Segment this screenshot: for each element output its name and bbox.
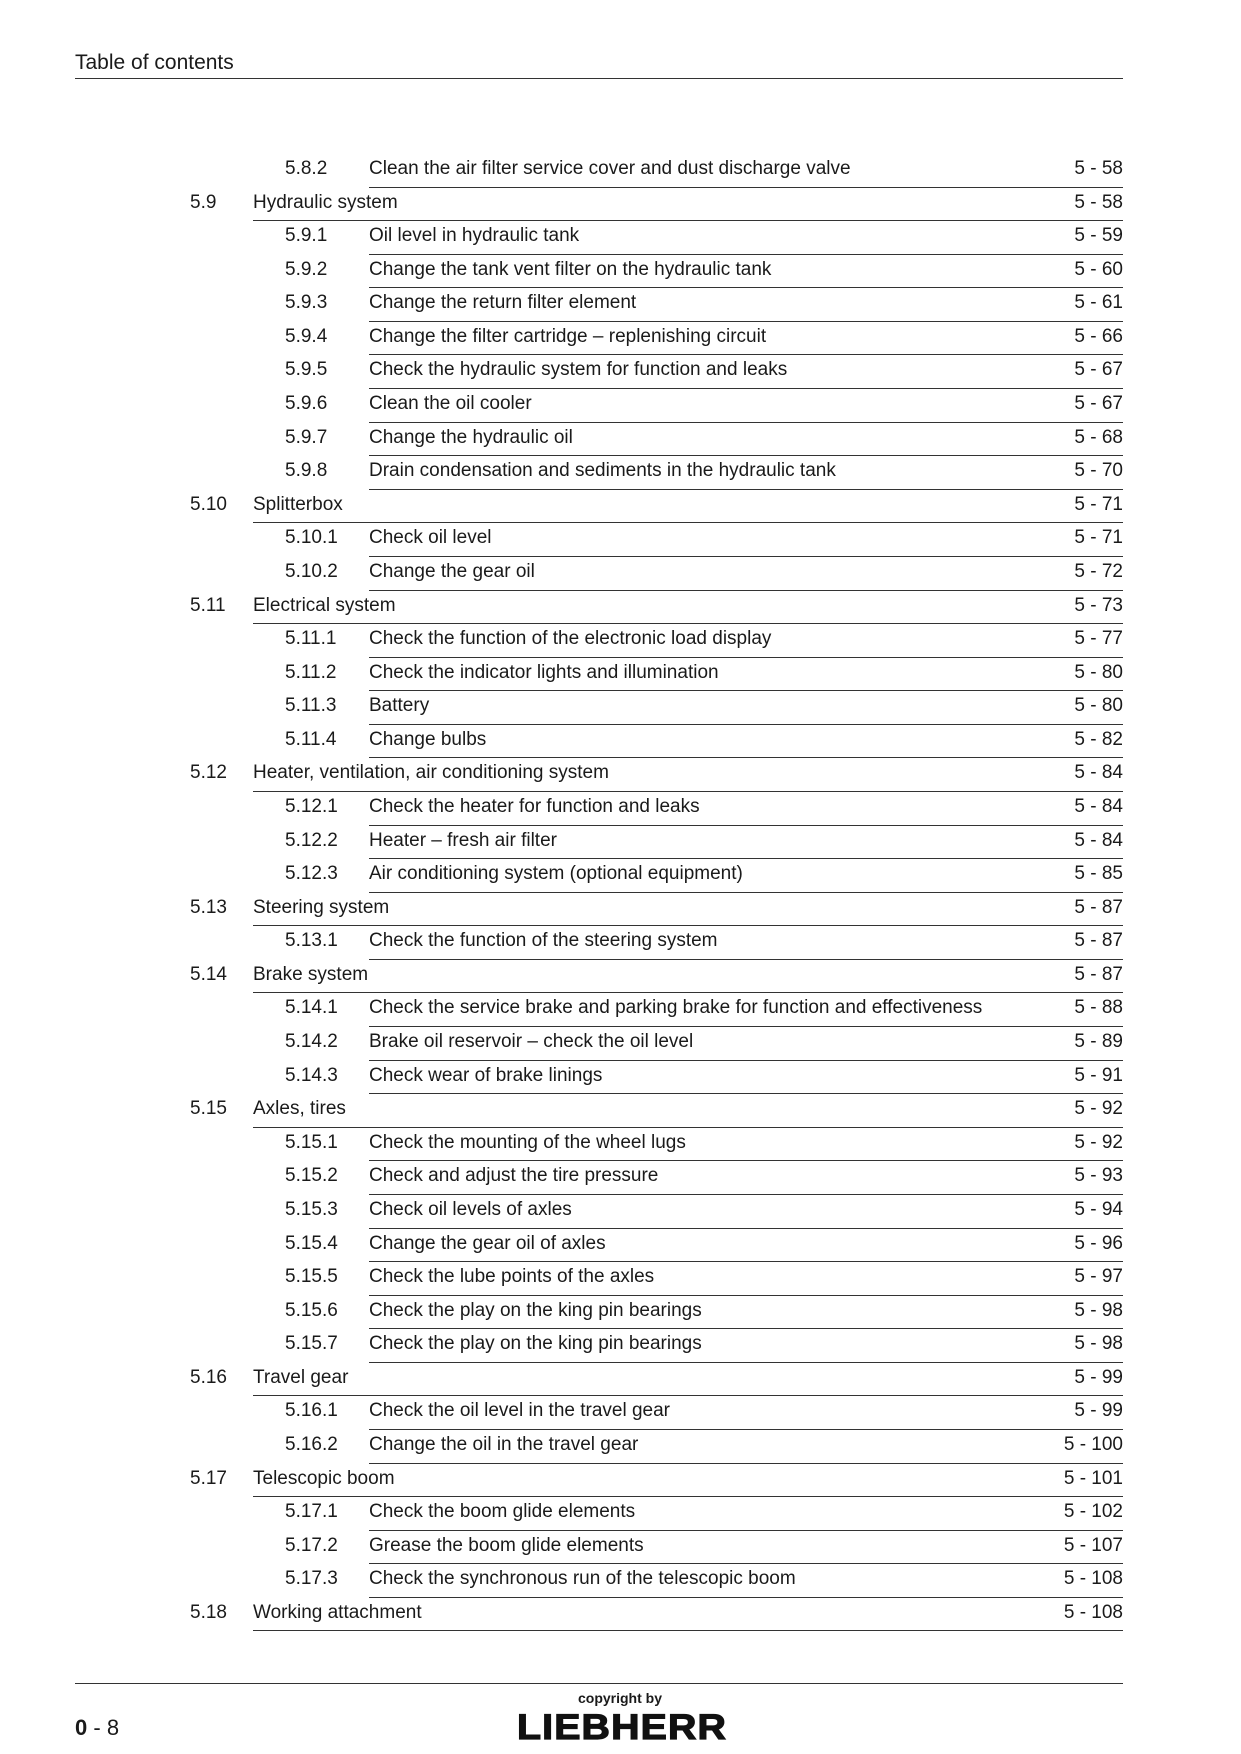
toc-entry-page[interactable]: 5 - 85: [1074, 863, 1123, 885]
toc-entry-title[interactable]: Check the heater for function and leaks: [369, 795, 700, 817]
toc-subsection-row[interactable]: [0, 423, 1241, 457]
toc-entry-page[interactable]: 5 - 108: [1063, 1568, 1123, 1590]
toc-entry-number: 5.9.5: [285, 359, 328, 381]
toc-entry-title[interactable]: Change the oil in the travel gear: [369, 1433, 639, 1455]
toc-entry-page[interactable]: 5 - 88: [1074, 997, 1123, 1019]
toc-subsection-row[interactable]: [0, 993, 1241, 1027]
toc-entry-title[interactable]: Check the play on the king pin bearings: [369, 1333, 702, 1355]
toc-entry-title[interactable]: Check the mounting of the wheel lugs: [369, 1131, 686, 1153]
liebherr-logo-wordmark: LIEBHERR: [517, 1708, 727, 1745]
toc-entry-title[interactable]: Clean the air filter service cover and dust discharge valve: [369, 158, 851, 179]
toc-subsection-row[interactable]: [0, 1396, 1241, 1430]
toc-entry-page[interactable]: 5 - 66: [1074, 325, 1123, 347]
toc-entry-title[interactable]: Travel gear: [253, 1366, 349, 1388]
page-number-value: 8: [106, 1715, 120, 1740]
toc-section-row[interactable]: [0, 1464, 1241, 1498]
toc-entry-number: 5.9.7: [285, 426, 328, 448]
toc-subsection-row[interactable]: [0, 557, 1241, 591]
toc-entry-page[interactable]: 5 - 87: [1074, 896, 1123, 918]
toc-section-row[interactable]: [0, 758, 1241, 792]
toc-subsection-row[interactable]: [0, 1061, 1241, 1095]
copyright-notice: copyright by: [577, 1690, 662, 1706]
toc-entry-page[interactable]: 5 - 72: [1074, 560, 1123, 582]
toc-entry-title[interactable]: Axles, tires: [253, 1098, 346, 1120]
toc-entry-number: 5.11.1: [285, 628, 337, 650]
toc-entry-number: 5.8.2: [285, 158, 328, 179]
toc-entry-title[interactable]: Clean the oil cooler: [369, 393, 532, 415]
toc-entry-title[interactable]: Hydraulic system: [253, 191, 398, 213]
toc-entry-title[interactable]: Check the synchronous run of the telescopic boom: [369, 1568, 796, 1590]
page-number: [75, 1715, 119, 1741]
toc-entry-number: 5.10.1: [285, 527, 338, 549]
toc-subsection-row[interactable]: [0, 826, 1241, 860]
toc-entry-page[interactable]: 5 - 98: [1074, 1333, 1123, 1355]
toc-entry-page[interactable]: 5 - 108: [1063, 1601, 1123, 1623]
toc-entry-title[interactable]: Check the oil level in the travel gear: [369, 1400, 670, 1422]
toc-entry-number: 5.17: [190, 1467, 227, 1489]
toc-entry-title[interactable]: Check oil levels of axles: [369, 1198, 572, 1220]
toc-entry-title[interactable]: Electrical system: [253, 594, 396, 616]
toc-entry-page[interactable]: 5 - 101: [1063, 1467, 1123, 1489]
toc-entry-number: 5.10.2: [285, 560, 338, 582]
toc-section-row[interactable]: [0, 893, 1241, 927]
toc-subsection-row[interactable]: [0, 221, 1241, 255]
liebherr-logo: [515, 1707, 729, 1745]
toc-entry-number: 5.9.8: [285, 460, 328, 482]
toc-entry-title[interactable]: Check the play on the king pin bearings: [369, 1299, 702, 1321]
toc-entry-number: 5.15.4: [285, 1232, 338, 1254]
toc-entry-title[interactable]: Check the hydraulic system for function and leaks: [369, 359, 788, 381]
toc-subsection-row[interactable]: [0, 456, 1241, 490]
toc-entry-number: 5.14.1: [285, 997, 338, 1019]
toc-entry-number: 5.14.2: [285, 1031, 338, 1053]
toc-entry-number: 5.14.3: [285, 1064, 338, 1086]
toc-entry-title[interactable]: Brake oil reservoir – check the oil level: [369, 1031, 694, 1053]
toc-subsection-row[interactable]: [0, 1430, 1241, 1464]
toc-entry-number: 5.14: [190, 963, 227, 985]
toc-subsection-row[interactable]: [0, 523, 1241, 557]
toc-entry-number: 5.15.2: [285, 1165, 338, 1187]
toc-entry-number: 5.15.5: [285, 1266, 338, 1288]
toc-entry-number: 5.11.4: [285, 728, 337, 750]
toc-entry-page[interactable]: 5 - 87: [1074, 963, 1123, 985]
page-number-chapter: 0: [75, 1715, 88, 1740]
toc-entry-page[interactable]: 5 - 71: [1074, 527, 1123, 549]
toc-entry-number: 5.16.1: [285, 1400, 338, 1422]
toc-section-row[interactable]: [0, 1363, 1241, 1397]
toc-entry-page[interactable]: 5 - 84: [1074, 829, 1123, 851]
toc-entry-page[interactable]: 5 - 99: [1074, 1366, 1123, 1388]
toc-entry-title[interactable]: Change the gear oil: [369, 560, 535, 582]
toc-entry-page[interactable]: 5 - 89: [1074, 1031, 1123, 1053]
toc-entry-page[interactable]: 5 - 97: [1074, 1266, 1123, 1288]
toc-entry-page[interactable]: 5 - 93: [1074, 1165, 1123, 1187]
toc-subsection-row[interactable]: [0, 1262, 1241, 1296]
toc-entry-number: 5.15: [190, 1098, 227, 1120]
toc-entry-page[interactable]: 5 - 98: [1074, 1299, 1123, 1321]
toc-entry-number: 5.11: [190, 594, 226, 616]
toc-entry-number: 5.13: [190, 896, 227, 918]
toc-entry-title[interactable]: Change bulbs: [369, 728, 487, 750]
toc-subsection-row[interactable]: [0, 658, 1241, 692]
toc-entry-number: 5.15.3: [285, 1198, 338, 1220]
toc-entry-page[interactable]: 5 - 100: [1063, 1433, 1123, 1455]
toc-entry-page[interactable]: 5 - 58: [1074, 158, 1123, 179]
toc-entry-title[interactable]: Check the function of the steering system: [369, 930, 718, 952]
toc-entry-number: 5.15.1: [285, 1131, 338, 1153]
toc-subsection-row[interactable]: [0, 322, 1241, 356]
toc-entry-page[interactable]: 5 - 92: [1074, 1098, 1123, 1120]
toc-entry-number: 5.12.3: [285, 863, 338, 885]
toc-entry-title[interactable]: Check wear of brake linings: [369, 1064, 603, 1086]
toc-entry-number: 5.9.1: [285, 225, 328, 247]
toc-subsection-row[interactable]: [0, 1329, 1241, 1363]
toc-entry-number: 5.9.4: [285, 325, 328, 347]
toc-entry-title[interactable]: Change the filter cartridge – replenishing circuit: [369, 325, 767, 347]
toc-section-row[interactable]: [0, 188, 1241, 222]
toc-entry-title[interactable]: Change the return filter element: [369, 292, 637, 314]
toc-subsection-row[interactable]: [0, 1296, 1241, 1330]
toc-entry-page[interactable]: 5 - 96: [1074, 1232, 1123, 1254]
toc-subsection-row[interactable]: [0, 389, 1241, 423]
toc-entry-number: 5.15.7: [285, 1333, 338, 1355]
toc-entry-title[interactable]: Splitterbox: [253, 493, 343, 515]
toc-entry-number: 5.12: [190, 762, 227, 784]
toc-section-row[interactable]: [0, 1598, 1241, 1632]
toc-entry-title[interactable]: Battery: [369, 695, 430, 717]
toc-entry-underline: [253, 1630, 1123, 1631]
toc-entry-number: 5.9: [190, 191, 217, 213]
toc-entry-page[interactable]: 5 - 68: [1074, 426, 1123, 448]
toc-subsection-row[interactable]: [0, 255, 1241, 289]
toc-subsection-row[interactable]: [0, 725, 1241, 759]
toc-subsection-row[interactable]: [0, 154, 1241, 188]
toc-subsection-row[interactable]: [0, 1195, 1241, 1229]
toc-entry-number: 5.12.1: [285, 795, 338, 817]
toc-entry-page[interactable]: 5 - 71: [1074, 493, 1123, 515]
toc-entry-page[interactable]: 5 - 91: [1074, 1064, 1123, 1086]
toc-section-row[interactable]: [0, 591, 1241, 625]
toc-entry-page[interactable]: 5 - 73: [1074, 594, 1123, 616]
toc-entry-number: 5.17.2: [285, 1534, 338, 1556]
toc-entry-page[interactable]: 5 - 80: [1074, 661, 1123, 683]
toc-entry-page[interactable]: 5 - 80: [1074, 695, 1123, 717]
toc-entry-number: 5.10: [190, 493, 227, 515]
table-of-contents: [0, 154, 1241, 1631]
toc-subsection-row[interactable]: [0, 288, 1241, 322]
toc-entry-page[interactable]: 5 - 92: [1074, 1131, 1123, 1153]
toc-entry-page[interactable]: 5 - 67: [1074, 359, 1123, 381]
toc-entry-title[interactable]: Check the service brake and parking brake for function and effectiveness: [369, 997, 983, 1019]
footer-divider: [75, 1683, 1123, 1684]
toc-subsection-row[interactable]: [0, 859, 1241, 893]
toc-entry-number: 5.12.2: [285, 829, 338, 851]
toc-subsection-row[interactable]: [0, 1027, 1241, 1061]
toc-entry-title[interactable]: Change the gear oil of axles: [369, 1232, 606, 1254]
toc-entry-title[interactable]: Change the hydraulic oil: [369, 426, 573, 448]
toc-entry-title[interactable]: Steering system: [253, 896, 390, 918]
toc-entry-title[interactable]: Working attachment: [253, 1601, 422, 1623]
toc-entry-title[interactable]: Heater, ventilation, air conditioning system: [253, 762, 609, 784]
toc-entry-page[interactable]: 5 - 67: [1074, 393, 1123, 415]
toc-subsection-row[interactable]: [0, 1497, 1241, 1531]
toc-section-row[interactable]: [0, 960, 1241, 994]
toc-entry-title[interactable]: Air conditioning system (optional equipment): [369, 863, 743, 885]
toc-subsection-row[interactable]: [0, 1531, 1241, 1565]
toc-subsection-row[interactable]: [0, 1161, 1241, 1195]
toc-entry-page[interactable]: 5 - 87: [1074, 930, 1123, 952]
toc-entry-title[interactable]: Grease the boom glide elements: [369, 1534, 644, 1556]
toc-entry-title[interactable]: Check the boom glide elements: [369, 1501, 636, 1523]
toc-entry-page[interactable]: 5 - 77: [1074, 628, 1123, 650]
toc-entry-number: 5.9.6: [285, 393, 328, 415]
toc-entry-title[interactable]: Heater – fresh air filter: [369, 829, 557, 851]
toc-subsection-row[interactable]: [0, 624, 1241, 658]
toc-entry-page[interactable]: 5 - 102: [1063, 1501, 1123, 1523]
toc-entry-number: 5.16.2: [285, 1433, 338, 1455]
toc-entry-title[interactable]: Telescopic boom: [253, 1467, 395, 1489]
toc-entry-page[interactable]: 5 - 70: [1074, 460, 1123, 482]
toc-entry-title[interactable]: Check oil level: [369, 527, 492, 549]
toc-entry-page[interactable]: 5 - 82: [1074, 728, 1123, 750]
toc-subsection-row[interactable]: [0, 691, 1241, 725]
toc-entry-number: 5.17.3: [285, 1568, 338, 1590]
toc-entry-number: 5.17.1: [285, 1501, 338, 1523]
toc-entry-page[interactable]: 5 - 99: [1074, 1400, 1123, 1422]
toc-subsection-row[interactable]: [0, 1229, 1241, 1263]
toc-entry-page[interactable]: 5 - 58: [1074, 191, 1123, 213]
toc-entry-title[interactable]: Oil level in hydraulic tank: [369, 225, 580, 247]
toc-subsection-row[interactable]: [0, 355, 1241, 389]
toc-entry-title[interactable]: Drain condensation and sediments in the hydraulic tank: [369, 460, 836, 482]
toc-entry-title[interactable]: Check the indicator lights and illumination: [369, 661, 719, 683]
page-header-title: Table of contents: [75, 51, 234, 74]
toc-entry-number: 5.16: [190, 1366, 227, 1388]
toc-entry-number: 5.15.6: [285, 1299, 338, 1321]
toc-entry-page[interactable]: 5 - 84: [1074, 795, 1123, 817]
toc-entry-page[interactable]: 5 - 60: [1074, 258, 1123, 280]
toc-entry-number: 5.13.1: [285, 930, 338, 952]
toc-entry-number: 5.9.2: [285, 258, 328, 280]
toc-entry-page[interactable]: 5 - 59: [1074, 225, 1123, 247]
page-number-separator: -: [87, 1715, 107, 1740]
toc-entry-page[interactable]: 5 - 84: [1074, 762, 1123, 784]
toc-entry-title[interactable]: Check the lube points of the axles: [369, 1266, 655, 1288]
toc-entry-title[interactable]: Check the function of the electronic load display: [369, 628, 772, 650]
toc-entry-page[interactable]: 5 - 107: [1063, 1534, 1123, 1556]
toc-entry-title[interactable]: Change the tank vent filter on the hydraulic tank: [369, 258, 772, 280]
toc-subsection-row[interactable]: [0, 1564, 1241, 1598]
toc-section-row[interactable]: [0, 1094, 1241, 1128]
toc-subsection-row[interactable]: [0, 926, 1241, 960]
toc-entry-title[interactable]: Brake system: [253, 963, 369, 985]
toc-entry-number: 5.11.2: [285, 661, 337, 683]
header-divider: [75, 78, 1123, 79]
toc-entry-title[interactable]: Check and adjust the tire pressure: [369, 1165, 659, 1187]
toc-subsection-row[interactable]: [0, 1128, 1241, 1162]
toc-entry-number: 5.18: [190, 1601, 227, 1623]
toc-entry-number: 5.11.3: [285, 695, 337, 717]
toc-subsection-row[interactable]: [0, 792, 1241, 826]
toc-entry-page[interactable]: 5 - 61: [1074, 292, 1123, 314]
toc-entry-page[interactable]: 5 - 94: [1074, 1198, 1123, 1220]
toc-section-row[interactable]: [0, 490, 1241, 524]
toc-entry-number: 5.9.3: [285, 292, 328, 314]
